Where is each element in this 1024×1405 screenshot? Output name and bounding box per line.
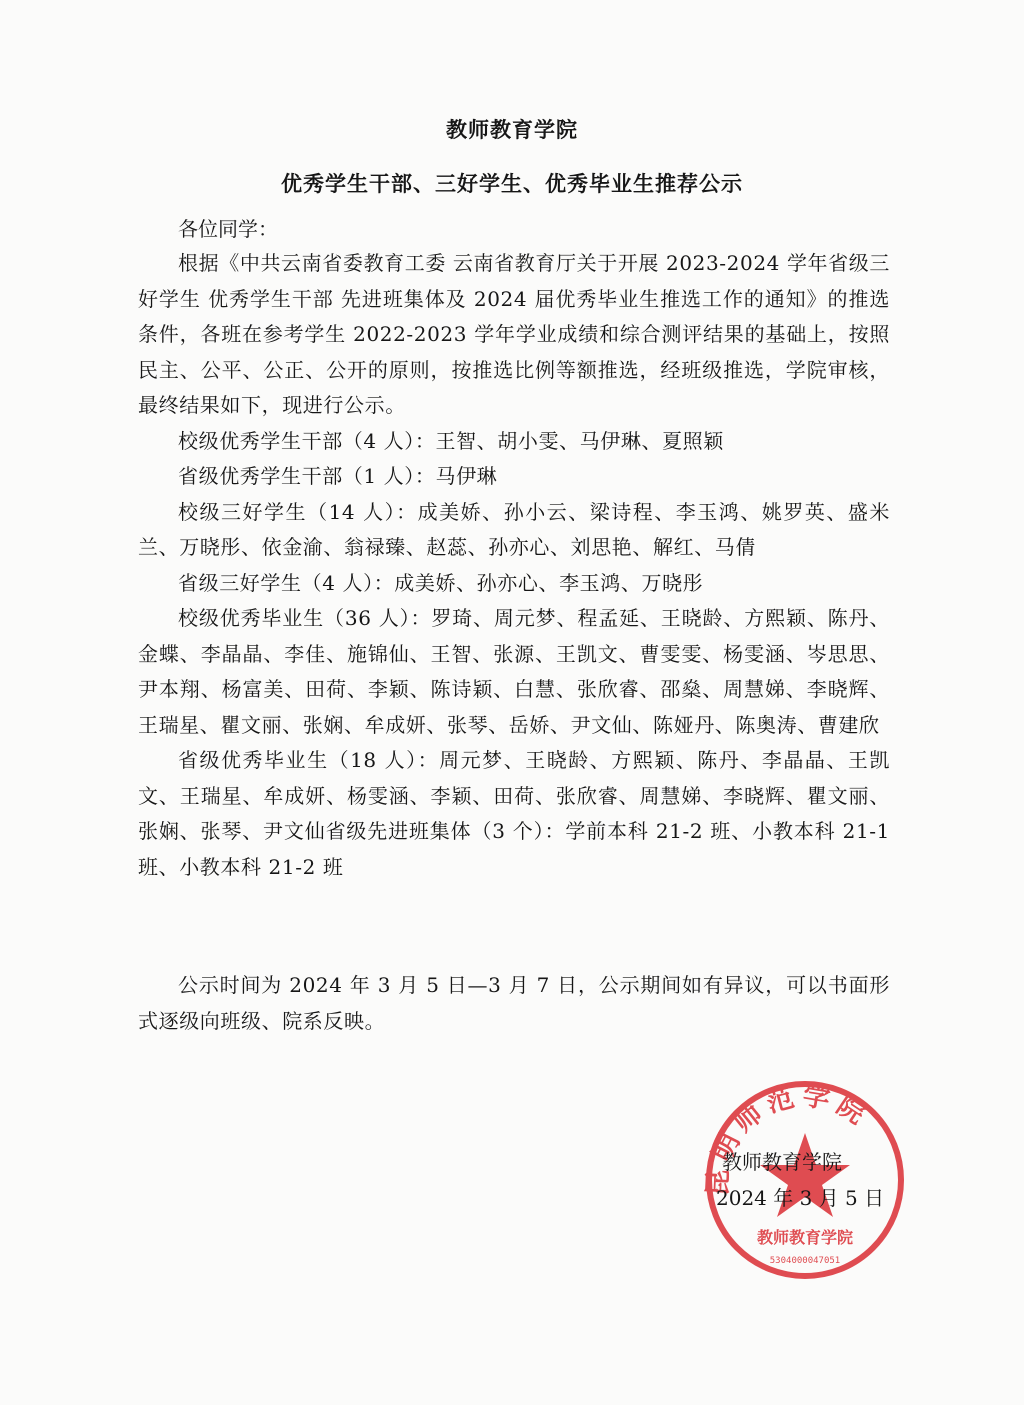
award-list-item: 省级优秀学生干部（1 人）：马伊琳 bbox=[178, 464, 498, 488]
signature-organization: 教师教育学院 bbox=[722, 1150, 842, 1174]
award-list-item: 校级优秀毕业生（36 人）：罗琦、周元梦、程孟延、王晓龄、方熙颖、陈丹、金蝶、李晶晶、李佳、施锦仙、王智、张源、王凯文、曹雯雯、杨雯涵、岑思思、尹本翔、杨富美、田荷、李颖、陈诗颖、白慧、张欣睿、邵燊、周慧娣、李晓辉、王瑞星、瞿文丽、张娴、牟成妍、张琴、岳娇、尹文仙、陈娅丹、陈奥涛、曹建欣 bbox=[138, 606, 890, 737]
greeting: 各位同学： bbox=[178, 217, 278, 241]
award-list-item: 校级三好学生（14 人）：成美娇、孙小云、梁诗程、李玉鸿、姚罗英、盛米兰、万晓彤、依金渝、翁禄臻、赵蕊、孙亦心、刘思艳、解红、马倩 bbox=[138, 499, 890, 559]
seal-inner-text: 教师教育学院 bbox=[756, 1228, 854, 1247]
award-list-item: 校级优秀学生干部（4 人）：王智、胡小雯、马伊琳、夏照颖 bbox=[178, 428, 724, 453]
seal-code: 5304000047051 bbox=[769, 1256, 841, 1266]
seal-arc-text: 昆明师范学院 bbox=[702, 1080, 876, 1197]
document-subtitle: 优秀学生干部、三好学生、优秀毕业生推荐公示 bbox=[281, 172, 743, 196]
official-seal bbox=[700, 1075, 910, 1285]
award-list-item: 省级优秀毕业生（18 人）：周元梦、王晓龄、方熙颖、陈丹、李晶晶、王凯文、王瑞星、牟成妍、杨雯涵、李颖、田荷、张欣睿、周慧娣、李晓辉、瞿文丽、张娴、张琴、尹文仙省级先进班集体（3 个）：学前本科 21-2 班、小教本科 21-1 班、小教本科 21-2 班 bbox=[138, 748, 890, 879]
document-title: 教师教育学院 bbox=[446, 118, 578, 142]
award-list-item: 省级三好学生（4 人）：成美娇、孙亦心、李玉鸿、万晓彤 bbox=[178, 570, 704, 595]
notice-paragraph: 公示时间为 2024 年 3 月 5 日—3 月 7 日，公示期间如有异议，可以书面形式逐级向班级、院系反映。 bbox=[138, 973, 890, 1033]
notice-block bbox=[138, 968, 890, 1039]
signature-date: 2024 年 3 月 5 日 bbox=[716, 1186, 885, 1210]
announcement-body bbox=[138, 246, 890, 885]
intro-paragraph: 根据《中共云南省委教育工委 云南省教育厅关于开展 2023-2024 学年省级三好学生 优秀学生干部 先进班集体及 2024 届优秀毕业生推选工作的通知》的推选条件，各班在参考学生 2022-2023 学年学业成绩和综合测评结果的基础上，按照民主、公平、公正、公开的原则，按推选比例等额推选，经班级推选，学院审核，最终结果如下，现进行公示。 bbox=[138, 251, 890, 417]
